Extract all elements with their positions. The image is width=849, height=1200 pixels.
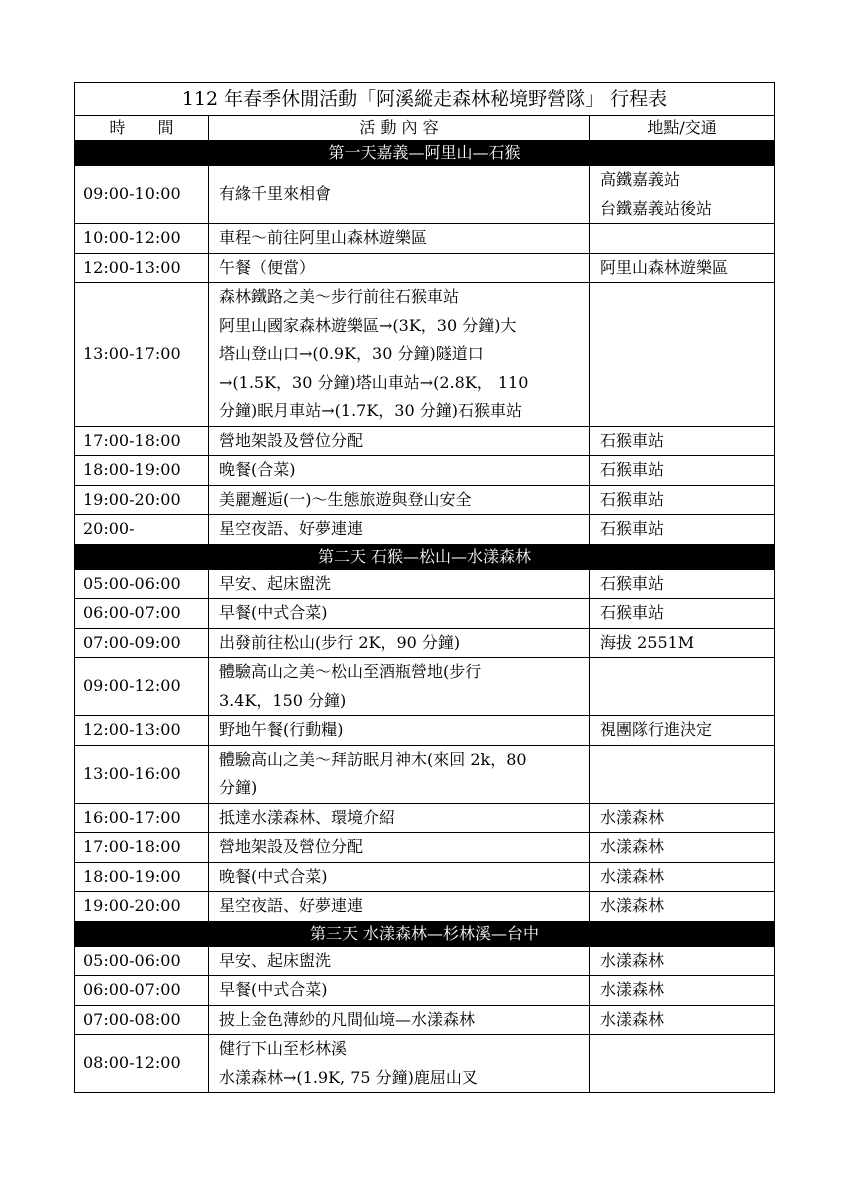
activity-cell [209,485,590,515]
time-cell: 09:00-12:00 [75,658,209,716]
location-cell [590,569,775,599]
location-line: 阿里山森林遊樂區 [600,257,729,277]
schedule-row [75,599,775,629]
time-cell: 20:00- [75,515,209,545]
day-label: 第二天 石猴—松山—水漾森林 [75,544,775,569]
day-label: 第三天 水漾森林—杉林溪—台中 [75,921,775,946]
activity-line: 塔山登山口→(0.9K，30 分鐘)隧道口 [219,344,484,363]
activity-line: 體驗高山之美～松山至酒瓶營地(步行 [219,662,482,681]
schedule-row [75,224,775,254]
location-cell [590,716,775,746]
activity-line: 營地架設及營位分配 [219,430,364,450]
schedule-row [75,803,775,833]
location-cell [590,599,775,629]
activity-cell [209,456,590,486]
schedule-row [75,569,775,599]
location-cell [590,892,775,922]
activity-line: 抵達水漾森林、環境介紹 [219,807,396,827]
activity-line: 車程～前往阿里山森林遊樂區 [219,228,428,247]
time-cell: 19:00-20:00 [75,485,209,515]
location-cell [590,628,775,658]
schedule-row [75,1005,775,1035]
activity-cell [209,569,590,599]
time-cell: 17:00-18:00 [75,426,209,456]
activity-cell [209,253,590,283]
location-cell [590,745,775,803]
activity-cell [209,224,590,254]
schedule-row [75,862,775,892]
time-cell: 17:00-18:00 [75,833,209,863]
time-cell: 05:00-06:00 [75,946,209,976]
activity-line: 有緣千里來相會 [219,184,332,204]
location-line: 水漾森林 [600,837,665,856]
location-line: 高鐵嘉義站 [600,170,681,189]
schedule-row [75,485,775,515]
schedule-row [75,166,775,224]
activity-cell [209,1035,590,1093]
location-line: 水漾森林 [600,896,665,915]
activity-line: 健行下山至杉林溪 [219,1039,348,1058]
schedule-row [75,515,775,545]
location-line: 台鐵嘉義站後站 [600,198,713,218]
location-cell [590,283,775,427]
activity-cell [209,166,590,224]
activity-cell [209,658,590,716]
schedule-row [75,716,775,746]
itinerary-body [75,83,775,1093]
activity-cell [209,283,590,427]
activity-line: 野地午餐(行動糧) [219,720,344,739]
activity-line: 晚餐(合菜) [219,460,296,479]
activity-line: 分鐘) [219,778,258,797]
location-cell [590,515,775,545]
schedule-row [75,658,775,716]
location-line: 水漾森林 [600,1009,665,1029]
activity-line: 出發前往松山(步行 2K，90 分鐘) [219,632,461,652]
header-activity: 活 動 內 容 [209,116,590,141]
time-cell: 07:00-08:00 [75,1005,209,1035]
activity-cell [209,515,590,545]
activity-line: 晚餐(中式合菜) [219,866,328,886]
schedule-row [75,628,775,658]
activity-cell [209,628,590,658]
activity-line: 美麗邂逅(一)～生態旅遊與登山安全 [219,489,472,509]
header-row [75,116,775,141]
time-cell: 18:00-19:00 [75,456,209,486]
activity-line: 早安、起床盥洗 [219,573,332,593]
day-header-row [75,921,775,946]
location-line: 石猴車站 [600,603,665,622]
time-cell: 05:00-06:00 [75,569,209,599]
location-cell [590,456,775,486]
activity-line: 3.4K，150 分鐘) [219,690,347,710]
location-cell [590,426,775,456]
activity-line: 星空夜語、好夢連連 [219,519,364,538]
schedule-row [75,253,775,283]
activity-cell [209,892,590,922]
time-cell: 13:00-17:00 [75,283,209,427]
schedule-row [75,283,775,427]
location-cell [590,485,775,515]
activity-cell [209,976,590,1006]
activity-cell [209,599,590,629]
time-cell: 09:00-10:00 [75,166,209,224]
time-cell: 19:00-20:00 [75,892,209,922]
activity-cell [209,1005,590,1035]
schedule-row [75,833,775,863]
location-line: 石猴車站 [600,430,665,450]
location-cell [590,166,775,224]
activity-line: 體驗高山之美～拜訪眠月神木(來回 2k，80 [219,749,527,769]
location-cell [590,253,775,283]
location-line: 水漾森林 [600,950,665,970]
time-cell: 06:00-07:00 [75,599,209,629]
location-cell [590,1035,775,1093]
schedule-row [75,1035,775,1093]
activity-cell [209,946,590,976]
location-cell [590,833,775,863]
schedule-row [75,745,775,803]
schedule-row [75,976,775,1006]
schedule-row [75,456,775,486]
activity-cell [209,862,590,892]
time-cell: 18:00-19:00 [75,862,209,892]
location-line: 石猴車站 [600,519,665,538]
time-cell: 12:00-13:00 [75,716,209,746]
location-line: 水漾森林 [600,807,665,827]
location-cell [590,1005,775,1035]
location-cell [590,946,775,976]
activity-line: 早餐(中式合菜) [219,980,328,999]
time-cell: 07:00-09:00 [75,628,209,658]
location-line: 視團隊行進決定 [600,720,713,739]
schedule-row [75,426,775,456]
activity-line: 營地架設及營位分配 [219,837,364,856]
schedule-row [75,892,775,922]
location-line: 水漾森林 [600,980,665,999]
activity-line: 森林鐵路之美～步行前往石猴車站 [219,287,460,306]
header-time: 時 間 [75,116,209,141]
activity-line: 午餐（便當） [219,257,316,277]
activity-line: 阿里山國家森林遊樂區→(3K，30 分鐘)大 [219,315,517,335]
location-cell [590,803,775,833]
title-row [75,83,775,116]
activity-line: 早餐(中式合菜) [219,603,328,622]
activity-cell [209,426,590,456]
time-cell: 08:00-12:00 [75,1035,209,1093]
header-location: 地點/交通 [590,116,775,141]
document-title: 112 年春季休閒活動「阿溪縱走森林秘境野營隊」 行程表 [75,83,775,116]
activity-line: 早安、起床盥洗 [219,950,332,970]
location-cell [590,658,775,716]
schedule-row [75,946,775,976]
location-cell [590,224,775,254]
activity-line: 分鐘)眠月車站→(1.7K，30 分鐘)石猴車站 [219,401,522,420]
activity-cell [209,716,590,746]
day-header-row [75,141,775,166]
location-cell [590,862,775,892]
location-line: 石猴車站 [600,489,665,509]
activity-line: →(1.5K，30 分鐘)塔山車站→(2.8K， 110 [219,372,529,392]
activity-line: 披上金色薄紗的凡間仙境—水漾森林 [219,1009,476,1029]
activity-cell [209,833,590,863]
activity-cell [209,803,590,833]
activity-line: 水漾森林→(1.9K, 75 分鐘)鹿屈山叉 [219,1067,478,1087]
location-line: 石猴車站 [600,573,665,593]
time-cell: 16:00-17:00 [75,803,209,833]
location-line: 水漾森林 [600,866,665,886]
day-header-row [75,544,775,569]
time-cell: 12:00-13:00 [75,253,209,283]
location-line: 海拔 2551M [600,632,695,652]
time-cell: 10:00-12:00 [75,224,209,254]
itinerary-table [74,82,775,1093]
activity-cell [209,745,590,803]
location-cell [590,976,775,1006]
day-label: 第一天嘉義—阿里山—石猴 [75,141,775,166]
location-line: 石猴車站 [600,460,665,479]
activity-line: 星空夜語、好夢連連 [219,896,364,915]
time-cell: 13:00-16:00 [75,745,209,803]
time-cell: 06:00-07:00 [75,976,209,1006]
